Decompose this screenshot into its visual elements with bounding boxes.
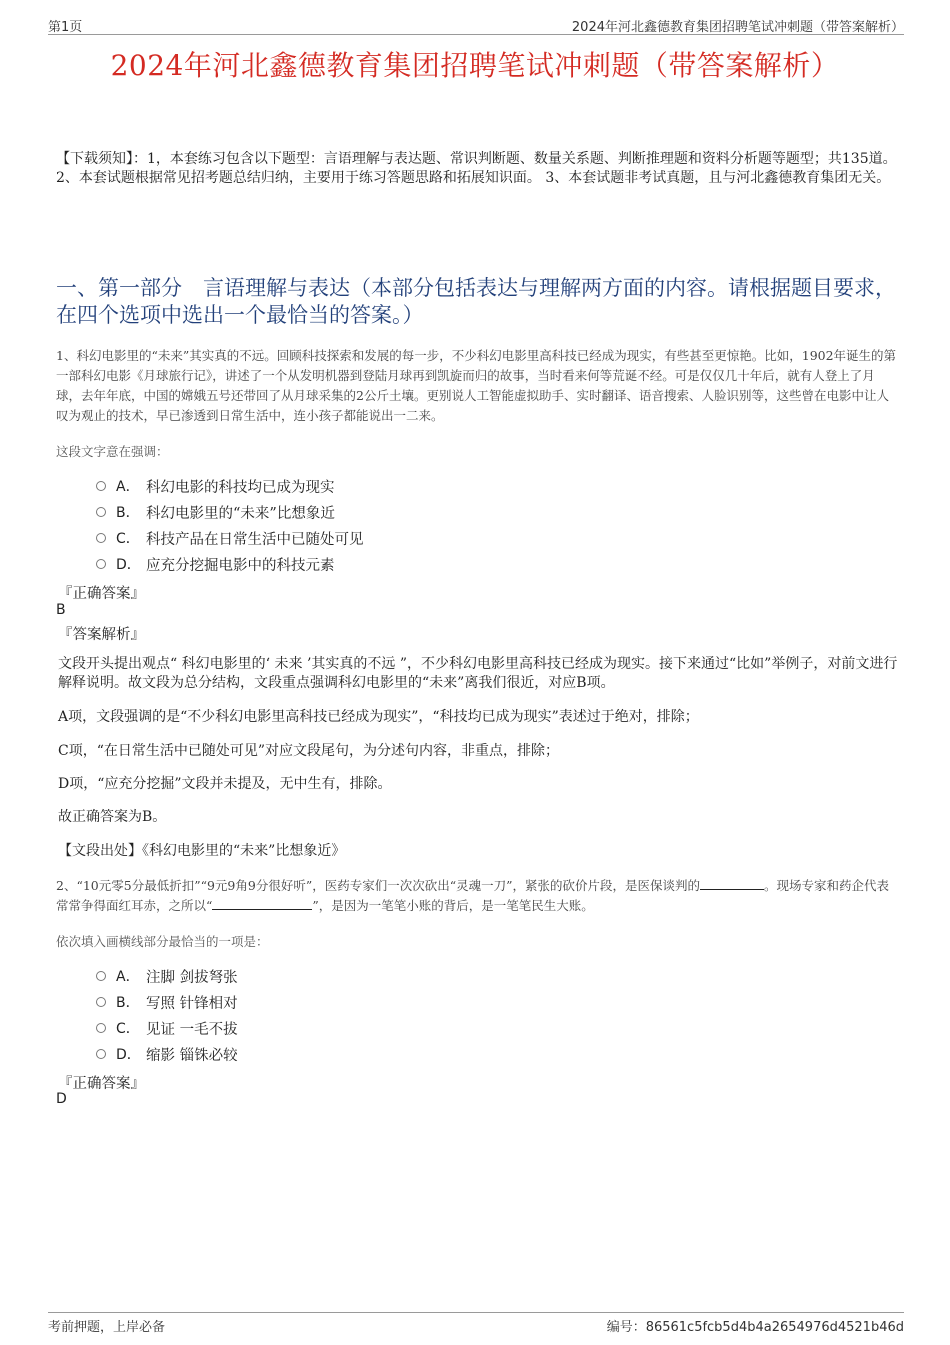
explanation-paragraph-2: A项，文段强调的是“不少科幻电影里高科技已经成为现实”，“科技均已成为现实”表述过于绝对，排除； [58, 709, 699, 725]
explanation-paragraph-5: 故正确答案为B。 [58, 809, 167, 825]
fill-in-blank-1 [700, 877, 764, 890]
document-title: 2024年河北鑫德教育集团招聘笔试冲刺题（带答案解析） [110, 49, 840, 82]
question-2-option-b[interactable] [96, 989, 238, 1015]
explanation-paragraph-3: C项，“在日常生活中已随处可见”对应文段尾句，为分述句内容，非重点，排除； [58, 743, 560, 759]
option-letter: A． [116, 479, 140, 495]
option-letter: A． [116, 969, 140, 985]
question-1-options [96, 473, 364, 577]
question-2-text [56, 876, 898, 916]
option-letter: D． [116, 1047, 141, 1063]
option-text: 缩影 锱铢必较 [146, 1047, 238, 1064]
question-2-text-part-3: ”，是因为一笔笔小账的背后，是一笔笔民生大账。 [312, 898, 594, 913]
question-2-answer: D [56, 1091, 67, 1107]
section-heading: 一、第一部分 言语理解与表达（本部分包括表达与理解两方面的内容。请根据题目要求，在四个选项中选出一个最恰当的答案。） [56, 276, 896, 327]
option-text: 科幻电影的科技均已成为现实 [146, 479, 335, 496]
radio-button-icon[interactable] [96, 507, 106, 517]
question-2-option-a[interactable] [96, 963, 238, 989]
option-letter: C． [116, 1021, 140, 1037]
option-letter: C． [116, 531, 140, 547]
option-text: 应充分挖掘电影中的科技元素 [146, 557, 335, 574]
radio-button-icon[interactable] [96, 1049, 106, 1059]
radio-button-icon[interactable] [96, 1023, 106, 1033]
fill-in-blank-2 [212, 897, 312, 910]
question-2-option-d[interactable] [96, 1041, 238, 1067]
question-1-answer: B [56, 602, 66, 618]
radio-button-icon[interactable] [96, 481, 106, 491]
option-text: 科技产品在日常生活中已随处可见 [146, 531, 364, 548]
option-text: 写照 针锋相对 [146, 995, 238, 1012]
explanation-paragraph-1: 文段开头提出观点“ 科幻电影里的‘ 未来 ’其实真的不远 ”，不少科幻电影里高科技已经成为现实。接下来通过“比如”举例子，对前文进行解释说明。故文段为总分结构，文段重点强调科幻电影里的“未来”离我们很近，对应B项。 [58, 656, 898, 691]
option-letter: B． [116, 505, 140, 521]
header-title: 2024年河北鑫德教育集团招聘笔试冲刺题（带答案解析） [571, 20, 904, 35]
question-2-text-part-2: 。现场专家和药企代表常常争得面红耳赤，之所以“ [56, 878, 890, 913]
download-notice: 【下载须知】：1，本套练习包含以下题型：言语理解与表达题、常识判断题、数量关系题、判断推理题和资料分析题等题型；共135道。 2、本套试题根据常见招考题总结归纳，主要用于练习答题思路和拓展知识面。 3、本套试题非考试真题，且与河北鑫德教育集团无关。 [56, 151, 897, 186]
option-letter: B． [116, 995, 140, 1011]
option-text: 见证 一毛不拔 [146, 1021, 238, 1038]
question-2-options [96, 963, 238, 1067]
question-1-text: 1、科幻电影里的“未来”其实真的不远。回顾科技探索和发展的每一步，不少科幻电影里高科技已经成为现实，有些甚至更惊艳。比如，1902年诞生的第一部科幻电影《月球旅行记》，讲述了一个从发明机器到登陆月球再到凯旋而归的故事，当时看来何等荒诞不经。可是仅仅几十年后，就有人登上了月球，去年年底，中国的嫦娥五号还带回了从月球采集的2公斤土壤。更别说人工智能虚拟助手、实时翻译、语音搜索、人脸识别等，这些曾在电影中让人叹为观止的技术，早已渗透到日常生活中，连小孩子都能说出一二来。 [56, 348, 897, 423]
question-1-prompt: 这段文字意在强调： [56, 444, 169, 459]
page-header [48, 14, 904, 35]
radio-button-icon[interactable] [96, 971, 106, 981]
question-1-option-d[interactable] [96, 551, 364, 577]
question-2-text-part-1: 2、“10元零5分最低折扣”“9元9角9分很好听”，医药专家们一次次砍出“灵魂一刀”，紧张的砍价片段，是医保谈判的 [56, 878, 701, 893]
question-1-option-b[interactable] [96, 499, 364, 525]
question-2-option-c[interactable] [96, 1015, 238, 1041]
explanation-label: 『答案解析』 [58, 627, 145, 643]
correct-answer-label: 『正确答案』 [58, 1076, 145, 1092]
source-citation: 【文段出处】《科幻电影里的“未来”比想象近》 [58, 843, 346, 859]
radio-button-icon[interactable] [96, 997, 106, 1007]
option-letter: D． [116, 557, 141, 573]
question-1-option-a[interactable] [96, 473, 364, 499]
footer-document-id: 编号：86561c5fcb5d4b4a2654976d4521b46d [606, 1320, 904, 1335]
radio-button-icon[interactable] [96, 533, 106, 543]
explanation-paragraph-4: D项，“应充分挖掘”文段并未提及，无中生有，排除。 [58, 776, 392, 792]
radio-button-icon[interactable] [96, 559, 106, 569]
question-2-prompt: 依次填入画横线部分最恰当的一项是： [56, 934, 269, 949]
option-text: 注脚 剑拔弩张 [146, 969, 238, 986]
question-1-option-c[interactable] [96, 525, 364, 551]
option-text: 科幻电影里的“未来”比想象近 [146, 505, 335, 522]
page-footer [48, 1312, 904, 1335]
correct-answer-label: 『正确答案』 [58, 586, 145, 602]
page-number: 第1页 [48, 20, 83, 35]
footer-slogan: 考前押题，上岸必备 [48, 1320, 166, 1335]
